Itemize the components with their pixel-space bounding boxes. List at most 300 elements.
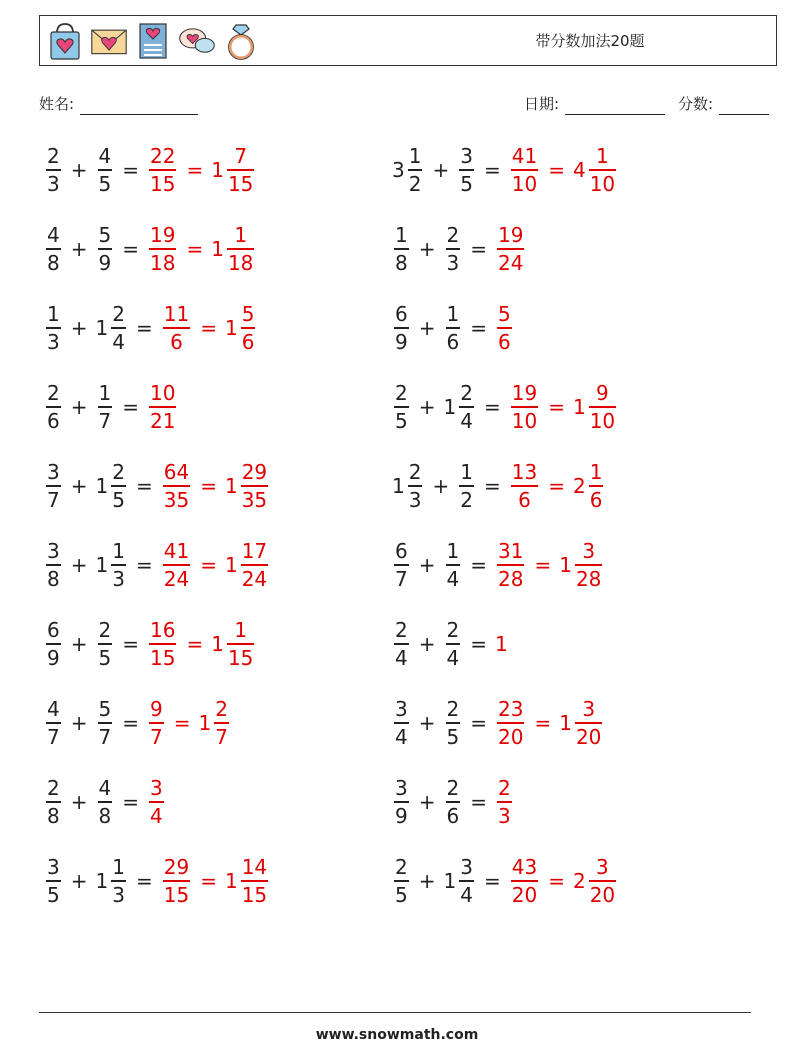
equals-sign: = (186, 632, 204, 656)
numerator: 3 (582, 539, 596, 564)
whole-number: 1 (443, 869, 457, 893)
denominator: 6 (241, 329, 255, 354)
denominator: 35 (163, 487, 190, 512)
whole-number: 1 (95, 869, 109, 893)
numerator: 1 (47, 302, 60, 327)
addend-2 (444, 856, 476, 906)
numerator: 3 (582, 697, 596, 722)
fraction (149, 145, 176, 195)
denominator: 20 (498, 724, 524, 749)
fraction-bar (46, 880, 61, 882)
fraction (149, 382, 176, 432)
fraction (227, 224, 254, 274)
numerator: 11 (163, 302, 190, 327)
problem-20 (392, 851, 618, 911)
answer (476, 382, 618, 432)
equals-sign: = (135, 474, 153, 498)
numerator: 23 (498, 697, 524, 722)
problem-12 (392, 535, 604, 595)
fraction (497, 224, 524, 274)
answer-value (147, 145, 178, 195)
fraction (408, 461, 423, 511)
denominator: 18 (227, 250, 254, 275)
fraction (111, 856, 126, 906)
denominator: 10 (589, 171, 616, 196)
fraction-bar (46, 327, 61, 329)
answer (114, 619, 256, 669)
score-blank[interactable] (719, 99, 769, 115)
equals-sign: = (548, 869, 565, 893)
fraction-bar (98, 643, 113, 645)
answer-value (199, 698, 231, 748)
addend-1 (392, 540, 411, 590)
numerator: 14 (241, 855, 268, 880)
fraction (394, 540, 409, 590)
page-title: 带分数加法20题 (535, 32, 645, 50)
denominator: 3 (446, 250, 460, 275)
addend-2 (96, 303, 128, 353)
answer-value (147, 619, 178, 669)
addend-1 (44, 856, 63, 906)
addend-1 (44, 224, 63, 274)
numerator: 2 (408, 460, 422, 485)
fraction-bar (394, 722, 409, 724)
numerator: 5 (98, 223, 112, 248)
fraction (575, 698, 602, 748)
fraction-bar (589, 485, 604, 487)
answer-value (509, 856, 540, 906)
numerator: 2 (47, 144, 60, 169)
fraction-bar (497, 327, 512, 329)
fraction-bar (149, 643, 176, 645)
fraction-bar (149, 248, 176, 250)
fraction-bar (46, 406, 61, 408)
date-blank[interactable] (565, 99, 665, 115)
plus-sign: + (70, 237, 88, 261)
denominator: 15 (227, 171, 254, 196)
equals-sign: = (483, 158, 501, 182)
date-field[interactable] (524, 93, 665, 115)
fraction-bar (98, 722, 113, 724)
answer-value (495, 224, 526, 274)
numerator: 19 (511, 381, 538, 406)
denominator: 5 (460, 171, 473, 196)
fraction-bar (163, 327, 190, 329)
denominator: 28 (575, 566, 602, 591)
fraction (241, 540, 268, 590)
fraction (575, 540, 602, 590)
answer-value (225, 461, 270, 511)
denominator: 9 (395, 329, 408, 354)
fraction-bar (163, 564, 190, 566)
answer-value (573, 382, 618, 432)
numerator: 3 (150, 776, 163, 801)
answer (114, 698, 231, 748)
fraction-bar (241, 327, 256, 329)
answer-value (147, 777, 166, 827)
fraction-bar (446, 801, 461, 803)
equals-sign: = (470, 711, 487, 735)
fraction (111, 303, 126, 353)
answer-value (161, 303, 192, 353)
denominator: 4 (460, 882, 473, 907)
equals-sign: = (135, 553, 153, 577)
fraction (511, 856, 538, 906)
fraction-bar (98, 406, 113, 408)
addend-2 (96, 540, 128, 590)
numerator: 1 (408, 144, 422, 169)
problem-17 (44, 772, 166, 832)
denominator: 4 (150, 803, 163, 828)
fraction-bar (214, 722, 229, 724)
denominator: 24 (163, 566, 190, 591)
fraction-bar (394, 248, 409, 250)
whole-number: 1 (443, 395, 457, 419)
card-heart-icon (134, 21, 172, 61)
fraction (497, 698, 524, 748)
addend-2 (444, 777, 463, 827)
fraction-bar (511, 406, 538, 408)
numerator: 1 (234, 618, 248, 643)
answer (462, 777, 514, 827)
fraction-bar (459, 485, 474, 487)
denominator: 9 (98, 250, 112, 275)
answer-value (573, 145, 618, 195)
problem-15 (44, 693, 231, 753)
numerator: 19 (498, 223, 524, 248)
whole-number: 1 (224, 316, 238, 340)
fraction (98, 224, 113, 274)
plus-sign: + (432, 474, 450, 498)
addend-2 (444, 698, 463, 748)
problem-10 (392, 456, 605, 516)
numerator: 3 (47, 539, 60, 564)
numerator: 6 (395, 302, 408, 327)
denominator: 4 (395, 724, 408, 749)
speech-bubbles-heart-icon (178, 21, 216, 61)
fraction-bar (589, 880, 616, 882)
equals-sign: = (200, 869, 217, 893)
numerator: 2 (395, 618, 408, 643)
fraction (46, 461, 61, 511)
answer-value (559, 698, 604, 748)
equals-sign: = (483, 395, 501, 419)
answer (128, 856, 270, 906)
name-label: 姓名: (39, 95, 75, 113)
answer-value (225, 540, 270, 590)
fraction (227, 619, 254, 669)
denominator: 7 (47, 487, 60, 512)
fraction-bar (149, 169, 176, 171)
plus-sign: + (418, 869, 436, 893)
answer (462, 303, 514, 353)
equals-sign: = (470, 632, 487, 656)
numerator: 2 (460, 381, 473, 406)
fraction-bar (163, 880, 190, 882)
fraction-bar (227, 169, 254, 171)
name-blank[interactable] (80, 99, 198, 115)
fraction (98, 382, 113, 432)
plus-sign: + (432, 158, 450, 182)
fraction (46, 856, 61, 906)
fraction (511, 145, 538, 195)
denominator: 5 (395, 408, 408, 433)
problem-19 (44, 851, 270, 911)
fraction-bar (408, 169, 423, 171)
numerator: 1 (460, 460, 473, 485)
denominator: 6 (498, 329, 511, 354)
denominator: 7 (215, 724, 228, 749)
numerator: 3 (395, 776, 408, 801)
fraction-bar (46, 722, 61, 724)
fraction-bar (394, 801, 409, 803)
denominator: 15 (150, 171, 176, 196)
denominator: 20 (589, 882, 616, 907)
fraction (98, 145, 113, 195)
fraction (46, 303, 61, 353)
whole-number: 1 (224, 869, 238, 893)
addend-1 (392, 461, 424, 511)
fraction-bar (46, 169, 61, 171)
problem-6 (392, 298, 514, 358)
numerator: 17 (241, 539, 268, 564)
denominator: 6 (446, 803, 460, 828)
denominator: 6 (589, 487, 603, 512)
equals-sign: = (483, 474, 501, 498)
numerator: 4 (47, 223, 60, 248)
fraction-bar (446, 722, 461, 724)
fraction-bar (394, 406, 409, 408)
numerator: 1 (446, 539, 460, 564)
plus-sign: + (70, 790, 88, 814)
numerator: 5 (98, 697, 112, 722)
answer-value (225, 303, 257, 353)
whole-number: 1 (95, 553, 109, 577)
diamond-ring-icon (222, 21, 260, 61)
fraction-bar (394, 564, 409, 566)
equals-sign: = (122, 395, 139, 419)
fraction (497, 777, 512, 827)
whole-number: 1 (211, 158, 224, 182)
numerator: 4 (98, 776, 112, 801)
equals-sign: = (122, 632, 139, 656)
plus-sign: + (418, 316, 436, 340)
fraction-bar (511, 169, 538, 171)
fraction (98, 619, 113, 669)
plus-sign: + (70, 474, 88, 498)
numerator: 19 (150, 223, 176, 248)
denominator: 5 (112, 487, 125, 512)
addend-1 (44, 145, 63, 195)
numerator: 16 (150, 618, 176, 643)
addend-1 (392, 145, 424, 195)
numerator: 2 (47, 381, 60, 406)
fraction (408, 145, 423, 195)
denominator: 8 (47, 250, 60, 275)
name-field[interactable] (39, 93, 198, 115)
numerator: 2 (47, 776, 60, 801)
addend-2 (457, 461, 476, 511)
numerator: 2 (446, 697, 460, 722)
fraction-bar (241, 564, 268, 566)
denominator: 3 (498, 803, 511, 828)
numerator: 1 (446, 302, 460, 327)
fraction (149, 698, 164, 748)
equals-sign: = (548, 395, 565, 419)
numerator: 3 (460, 144, 473, 169)
equals-sign: = (548, 474, 565, 498)
fraction (163, 856, 190, 906)
answer (128, 461, 270, 511)
fraction (394, 303, 409, 353)
equals-sign: = (135, 869, 153, 893)
fraction-bar (589, 169, 616, 171)
fraction (149, 619, 176, 669)
denominator: 2 (460, 487, 473, 512)
equals-sign: = (122, 237, 139, 261)
answer-value (211, 619, 256, 669)
answer-value (211, 224, 256, 274)
answer-value (495, 540, 526, 590)
fraction (394, 224, 409, 274)
addend-1 (44, 540, 63, 590)
fraction-bar (241, 880, 268, 882)
whole-number: 1 (392, 474, 405, 498)
denominator: 15 (227, 645, 254, 670)
fraction (46, 698, 61, 748)
fraction (459, 145, 474, 195)
fraction (589, 382, 616, 432)
numerator: 1 (112, 539, 125, 564)
answer-value (147, 698, 166, 748)
denominator: 4 (112, 329, 125, 354)
fraction-bar (446, 643, 461, 645)
whole-number: 2 (572, 474, 586, 498)
fraction (46, 382, 61, 432)
addend-1 (392, 224, 411, 274)
numerator: 2 (446, 618, 460, 643)
answer-value (211, 145, 256, 195)
denominator: 4 (460, 408, 473, 433)
denominator: 8 (47, 803, 60, 828)
addend-2 (444, 619, 463, 669)
numerator: 41 (163, 539, 190, 564)
addend-2 (444, 303, 463, 353)
whole-number: 1 (572, 395, 586, 419)
denominator: 6 (170, 329, 183, 354)
equals-sign: = (534, 711, 552, 735)
answer-value (161, 856, 192, 906)
addend-1 (44, 619, 63, 669)
answer-value (161, 461, 192, 511)
date-label: 日期: (524, 95, 560, 113)
fraction (446, 540, 461, 590)
fraction (459, 382, 474, 432)
plus-sign: + (70, 395, 88, 419)
equals-sign: = (200, 553, 217, 577)
fraction (111, 540, 126, 590)
numerator: 2 (112, 460, 125, 485)
answer (462, 698, 604, 748)
denominator: 15 (163, 882, 190, 907)
denominator: 7 (98, 724, 112, 749)
fraction-bar (46, 248, 61, 250)
fraction (446, 303, 461, 353)
answer (114, 145, 256, 195)
denominator: 18 (150, 250, 176, 275)
fraction-bar (227, 643, 254, 645)
fraction-bar (111, 880, 126, 882)
answer (128, 303, 257, 353)
denominator: 24 (241, 566, 268, 591)
numerator: 43 (511, 855, 538, 880)
answer (462, 540, 604, 590)
fraction-bar (459, 169, 474, 171)
answer-value (495, 698, 526, 748)
fraction (149, 777, 164, 827)
equals-sign: = (483, 869, 501, 893)
fraction-bar (497, 801, 512, 803)
denominator: 5 (47, 882, 60, 907)
numerator: 2 (395, 855, 408, 880)
fraction-bar (227, 248, 254, 250)
fraction (446, 777, 461, 827)
fraction-bar (111, 327, 126, 329)
denominator: 8 (98, 803, 112, 828)
shopping-bag-heart-icon (46, 21, 84, 61)
addend-2 (96, 856, 128, 906)
fraction (149, 224, 176, 274)
equals-sign: = (200, 474, 217, 498)
numerator: 6 (395, 539, 408, 564)
fraction (394, 619, 409, 669)
addend-1 (44, 303, 63, 353)
equals-sign: = (122, 790, 139, 814)
fraction-bar (459, 880, 474, 882)
fraction (497, 540, 524, 590)
denominator: 6 (47, 408, 60, 433)
answer-value (225, 856, 270, 906)
addend-2 (96, 382, 115, 432)
plus-sign: + (418, 395, 436, 419)
score-field[interactable] (678, 93, 769, 115)
fraction (446, 698, 461, 748)
whole-number: 1 (95, 474, 109, 498)
answer-value (559, 540, 604, 590)
problem-14 (392, 614, 509, 674)
problem-13 (44, 614, 256, 674)
denominator: 2 (408, 171, 422, 196)
numerator: 29 (163, 855, 190, 880)
fraction (241, 461, 268, 511)
denominator: 6 (446, 329, 460, 354)
plus-sign: + (70, 553, 88, 577)
fraction (497, 303, 512, 353)
denominator: 8 (47, 566, 60, 591)
fraction (589, 145, 616, 195)
answer (128, 540, 270, 590)
whole-number: 1 (495, 632, 508, 656)
answer (114, 777, 166, 827)
answer (476, 856, 618, 906)
love-letter-icon (90, 21, 128, 61)
denominator: 5 (395, 882, 408, 907)
fraction (446, 224, 461, 274)
fraction (98, 698, 113, 748)
problem-16 (392, 693, 604, 753)
fraction (511, 461, 538, 511)
fraction (214, 698, 229, 748)
